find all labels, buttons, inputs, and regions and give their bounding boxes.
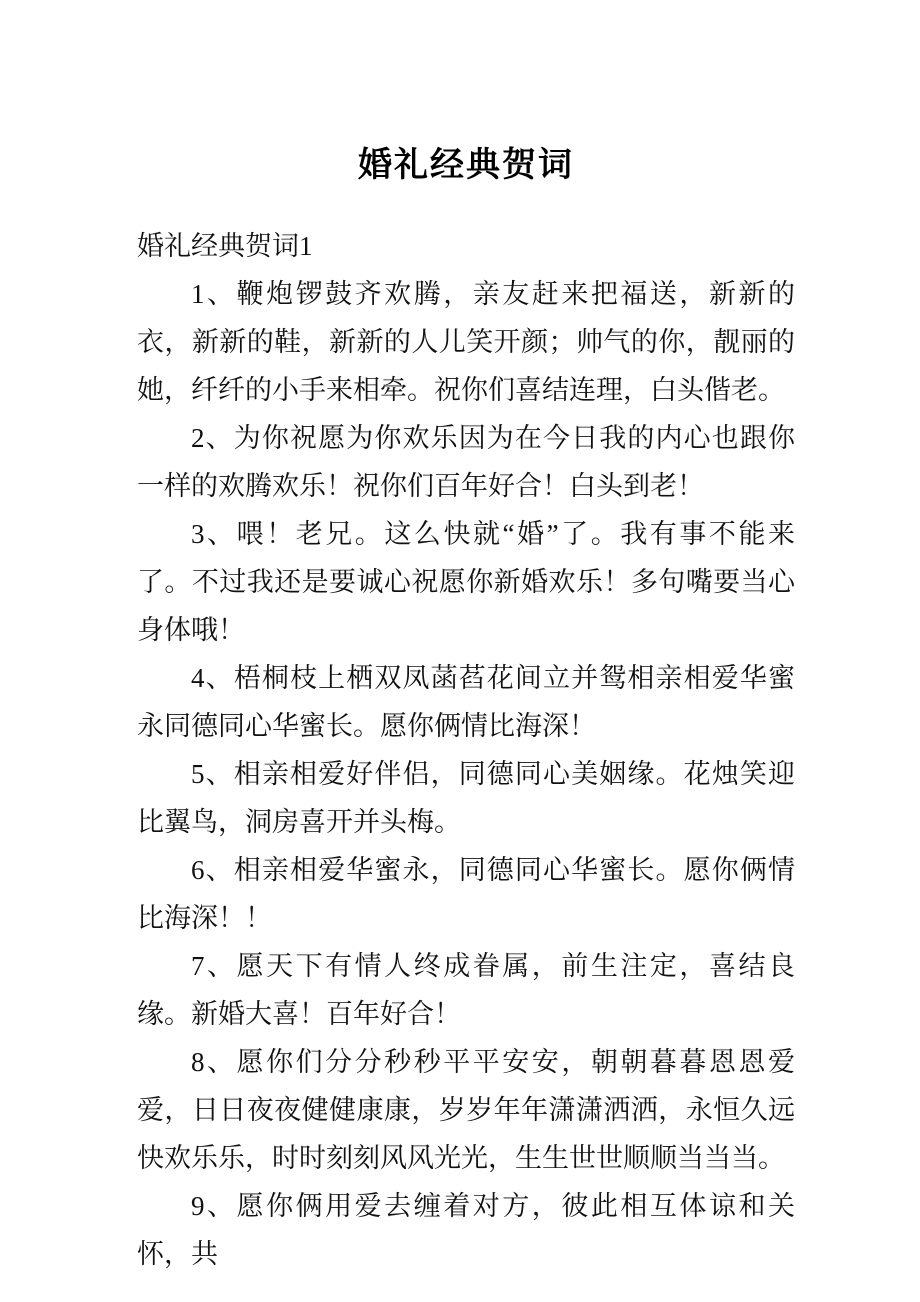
greeting-paragraph-9: 9、愿你俩用爱去缠着对方，彼此相互体谅和关怀，共: [137, 1191, 795, 1269]
greeting-paragraph-6: 6、相亲相爱华蜜永，同德同心华蜜长。愿你俩情比海深！！: [137, 855, 795, 933]
greeting-paragraph-4: 4、梧桐枝上栖双凤菡萏花间立并鸳相亲相爱华蜜永同德同心华蜜长。愿你俩情比海深！: [137, 663, 795, 741]
greeting-paragraph-7: 7、愿天下有情人终成眷属，前生注定，喜结良缘。新婚大喜！百年好合！: [137, 951, 795, 1029]
section-heading: 婚礼经典贺词1: [137, 231, 313, 261]
document-body: [137, 270, 795, 1278]
greeting-paragraph-5: 5、相亲相爱好伴侣，同德同心美姻缘。花烛笑迎比翼鸟，洞房喜开并头梅。: [137, 759, 795, 837]
greeting-paragraph-8: 8、愿你们分分秒秒平平安安，朝朝暮暮恩恩爱爱，日日夜夜健健康康，岁岁年年潇潇洒洒，永恒久远快欢乐乐，时时刻刻风风光光，生生世世顺顺当当当。: [137, 1047, 795, 1173]
greeting-paragraph-1: 1、鞭炮锣鼓齐欢腾，亲友赶来把福送，新新的衣，新新的鞋，新新的人儿笑开颜；帅气的你，靓丽的她，纤纤的小手来相牵。祝你们喜结连理，白头偕老。: [137, 279, 795, 405]
greeting-paragraph-3: 3、喂！老兄。这么快就“婚”了。我有事不能来了。不过我还是要诚心祝愿你新婚欢乐！多句嘴要当心身体哦！: [137, 519, 795, 645]
greeting-paragraph-2: 2、为你祝愿为你欢乐因为在今日我的内心也跟你一样的欢腾欢乐！祝你们百年好合！白头到老！: [137, 423, 795, 501]
document-title: 婚礼经典贺词: [358, 147, 574, 184]
